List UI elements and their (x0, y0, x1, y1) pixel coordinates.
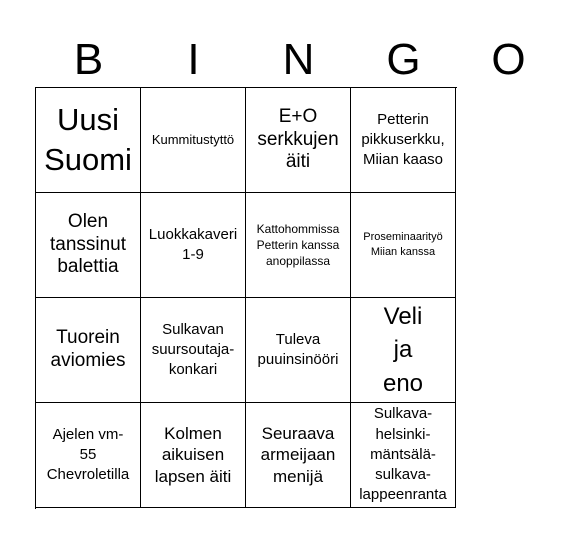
bingo-cell[interactable]: Uusi Suomi (36, 88, 141, 193)
bingo-cell[interactable]: Proseminaarityö Miian kanssa (351, 193, 456, 298)
bingo-cell[interactable]: Veli ja eno (351, 298, 456, 403)
bingo-cell[interactable]: Luokkakaveri 1-9 (141, 193, 246, 298)
bingo-cell[interactable]: Seuraava armeijaan menijä (246, 403, 351, 508)
header-letter-i: I (187, 35, 200, 84)
bingo-cell[interactable]: Sulkava- helsinki- mäntsälä- sulkava- lappeenranta (351, 403, 456, 508)
bingo-cell[interactable]: Tuorein aviomies (36, 298, 141, 403)
header-letter-g: G (386, 35, 421, 84)
bingo-row (36, 298, 457, 403)
bingo-row (36, 193, 457, 298)
bingo-cell[interactable]: Petterin pikkuserkku, Miian kaaso (351, 88, 456, 193)
bingo-cell[interactable]: Kolmen aikuisen lapsen äiti (141, 403, 246, 508)
bingo-row (36, 403, 457, 508)
bingo-cell[interactable]: Kattohommissa Petterin kanssa anoppilassa (246, 193, 351, 298)
bingo-cell[interactable]: Kummitustyttö (141, 88, 246, 193)
bingo-grid (35, 87, 457, 509)
bingo-cell[interactable]: Tuleva puuinsinööri (246, 298, 351, 403)
bingo-cell[interactable]: Ajelen vm- 55 Chevroletilla (36, 403, 141, 508)
header-letter-b: B (73, 35, 104, 84)
bingo-cell[interactable]: E+O serkkujen äiti (246, 88, 351, 193)
bingo-row (36, 88, 457, 193)
header-letter-o: O (491, 35, 526, 84)
header-letter-n: N (282, 35, 315, 84)
bingo-header (36, 30, 526, 90)
bingo-cell[interactable]: Sulkavan suursoutaja- konkari (141, 298, 246, 403)
bingo-cell[interactable]: Olen tanssinut balettia (36, 193, 141, 298)
